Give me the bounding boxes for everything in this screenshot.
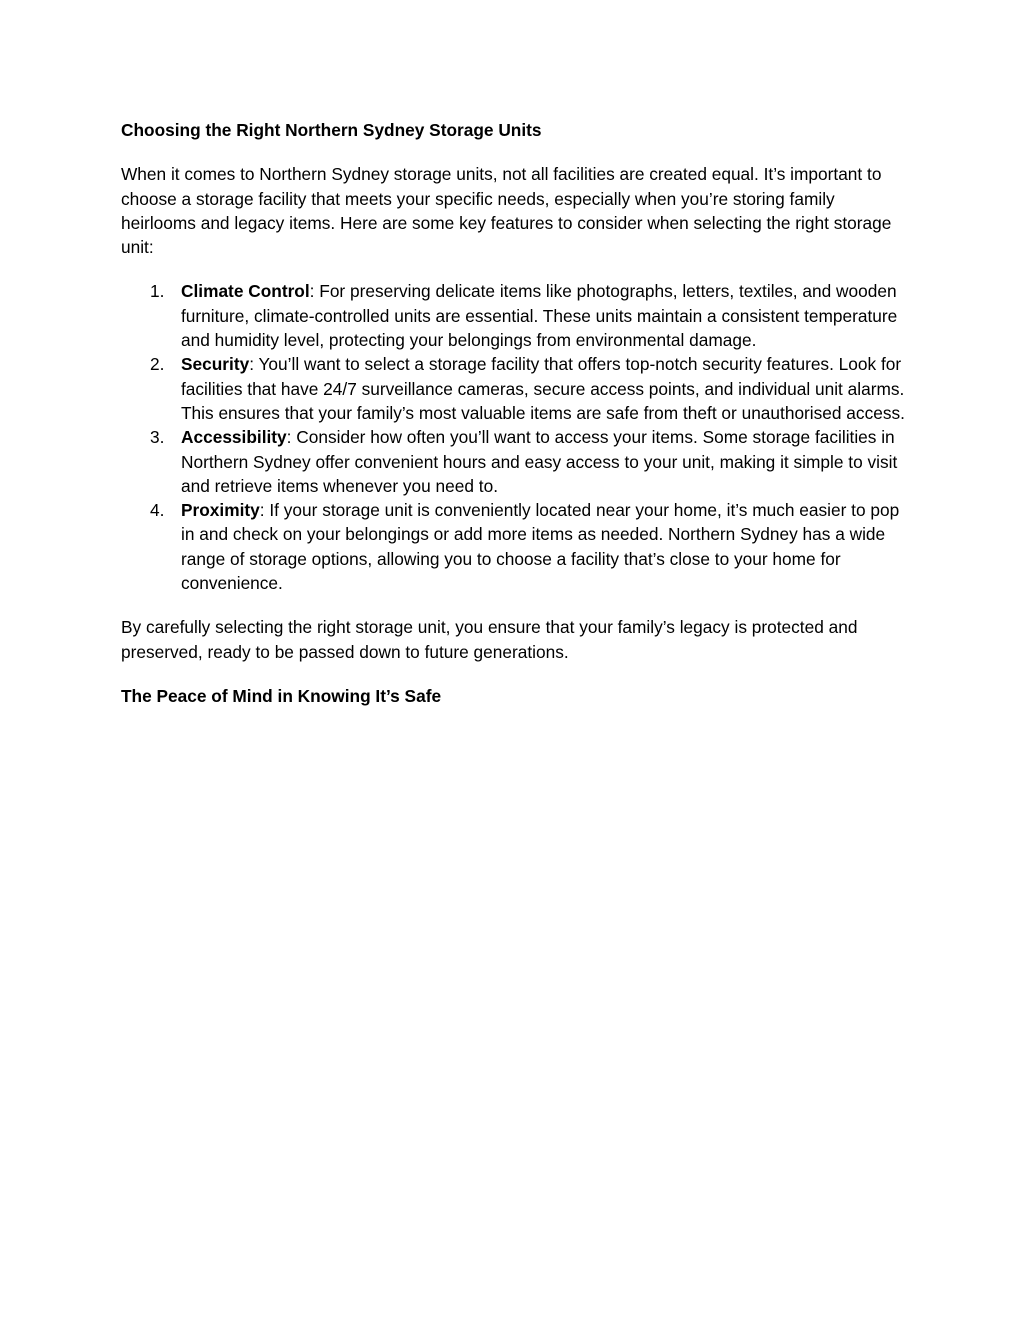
list-number: 2. [150,354,165,375]
feature-description: : You’ll want to select a storage facility that offers top-notch security features. Look for facilities that have 24/7 surveillance cameras, secure access points, and individual unit alarms. This ensures that your family’s most valuable items are safe from theft or unauthorised access. [181,354,905,423]
feature-term: Accessibility [181,427,287,448]
feature-term: Proximity [181,500,260,521]
list-number: 3. [150,427,165,448]
feature-term: Climate Control [181,281,310,302]
section-heading-peace-of-mind: The Peace of Mind in Knowing It’s Safe [121,685,442,706]
feature-description: : If your storage unit is conveniently located near your home, it’s much easier to pop in and check on your belongings or add more items as needed. Northern Sydney has a wide range of storage options, allowing you to choose a facility that’s close to your home for convenience. [181,500,900,594]
closing-paragraph: By carefully selecting the right storage unit, you ensure that your family’s legacy is protected and preserved, ready to be passed down to future generations. [121,617,858,662]
section-heading-choosing: Choosing the Right Northern Sydney Storage Units [121,120,542,140]
feature-term: Security [181,354,250,375]
feature-description: : For preserving delicate items like photographs, letters, textiles, and wooden furniture, climate-controlled units are essential. These units maintain a consistent temperature and humidity level, protecting your belongings from environmental damage. [181,281,898,351]
list-number: 4. [150,500,165,521]
list-item-proximity [121,498,911,595]
list-item-climate-control [121,279,911,352]
list-number: 1. [150,281,165,302]
feature-description: : Consider how often you’ll want to access your items. Some storage facilities in Northern Sydney offer convenient hours and easy access to your unit, making it simple to visit and retrieve items whenever you need to. [181,427,898,496]
intro-paragraph: When it comes to Northern Sydney storage units, not all facilities are created equal. It’s important to choose a storage facility that meets your specific needs, especially when you’re storing family heirlooms and legacy items. Here are some key features to consider when selecting the right storage unit: [121,164,892,258]
list-item-accessibility [121,425,911,498]
document-page [121,118,911,708]
list-item-security [121,352,911,425]
features-list [121,279,911,595]
